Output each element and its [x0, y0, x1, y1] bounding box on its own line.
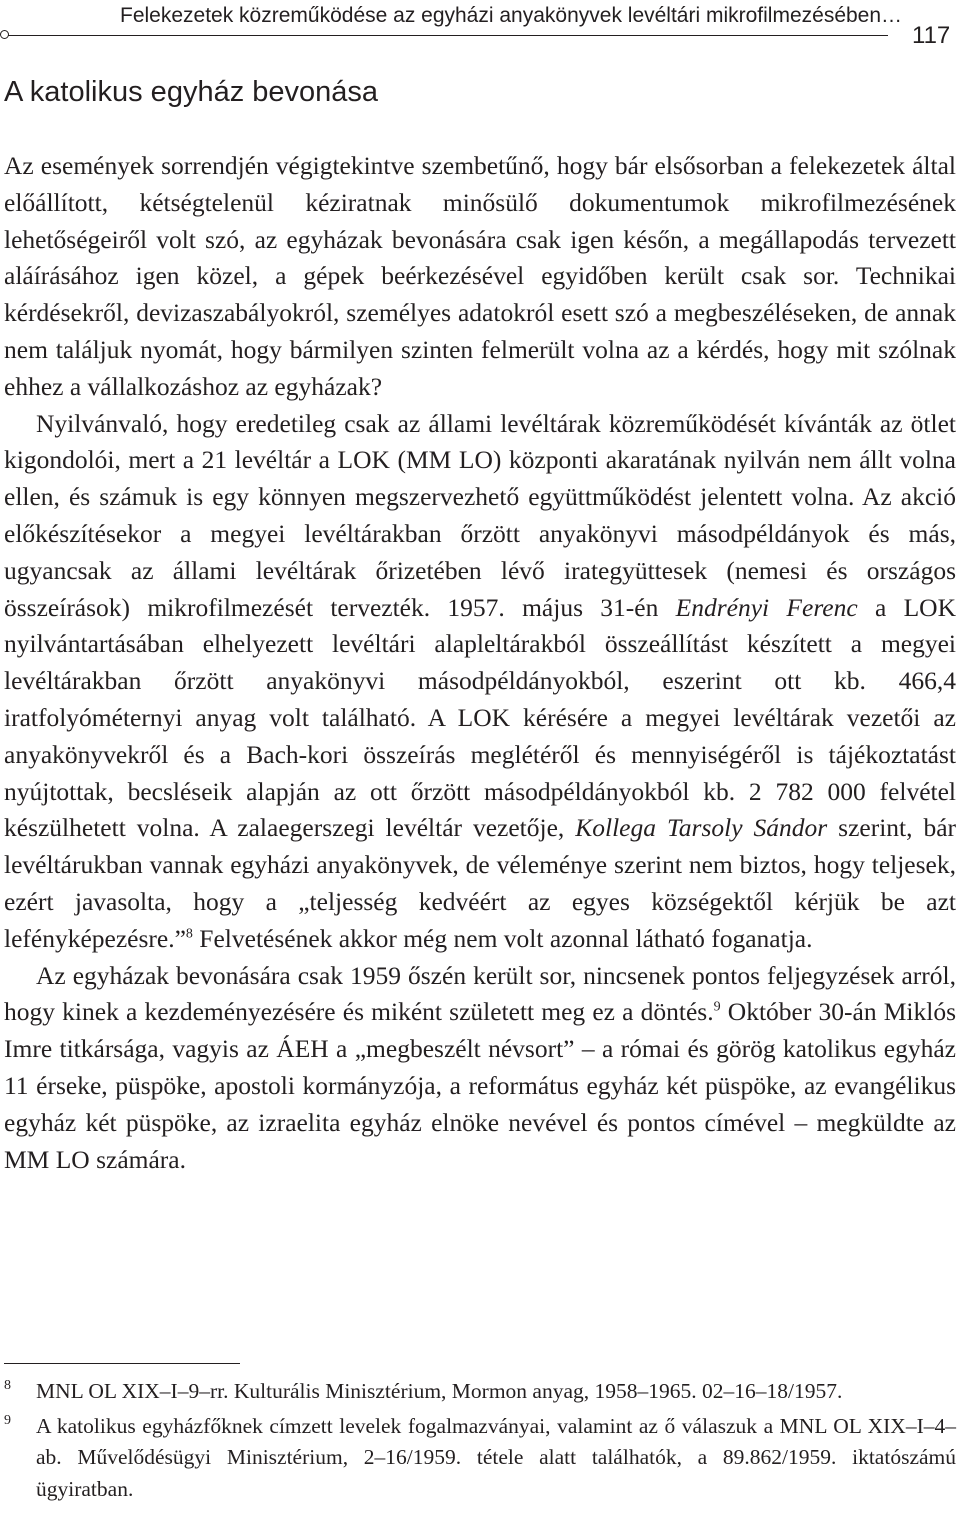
paragraph-2-text-c: szerint, bár levéltárukban vannak egyházi anyakönyvek, de véleménye szerint nem biztos, hogy teljesek, ezért javasolta, hogy a „teljesség kedvéért az egyes községektől kérjük be azt lefényképezésre.” [4, 813, 957, 953]
header-rule [8, 35, 888, 36]
footnote-text: MNL OL XIX–I–9–rr. Kulturális Minisztérium, Mormon anyag, 1958–1965. 02–16–18/1957. [36, 1379, 843, 1403]
paragraph-3 [4, 958, 956, 1179]
footnote-ref-8[interactable]: 8 [185, 926, 193, 942]
footnote-number: 9 [4, 1412, 11, 1428]
footnote-ref-9[interactable]: 9 [713, 999, 721, 1015]
footnotes [4, 1376, 956, 1508]
person-name-endrenyi: Endrényi Ferenc [675, 592, 858, 622]
paragraph-1 [4, 148, 956, 406]
footnote-text: A katolikus egyházfőknek címzett levelek fogalmazványai, valamint az ő válaszuk a MNL OL XIX–I–4–ab. Művelődésügyi Minisztérium, 2–16/1959. tétele alatt találhatók, a 89.862/1959. iktatószámú ügyiratban. [36, 1413, 956, 1501]
paragraph-3-text-a: Az egyházak bevonására csak 1959 őszén került sor, nincsenek pontos feljegyzések arról, hogy kinek a kezdeményezésére és miként született meg ez a döntés. [4, 960, 956, 1027]
footnote-separator [4, 1363, 240, 1364]
section-title: A katolikus egyház bevonása [4, 76, 379, 108]
footnote-8 [4, 1376, 956, 1408]
footnote-9 [4, 1411, 956, 1506]
paragraph-3-text-b: Október 30-án Miklós Imre titkársága, vagyis az ÁEH a „megbeszélt névsort” – a római és görög katolikus egyház 11 érseke, püspöke, apostoli kormányzója, a református egyház két püspöke, az evangélikus egyház két püspöke, az izraelita egyház elnöke nevével és pontos címével – megküldte az MM LO számára. [4, 997, 956, 1174]
person-name-tarsoly: Kollega Tarsoly Sándor [575, 813, 828, 843]
page-number: 117 [912, 22, 951, 49]
running-header-title: Felekezetek közreműködése az egyházi anyakönyvek levéltári mikrofilmezésében… [120, 4, 903, 27]
paragraph-1-text: Az események sorrendjén végigtekintve szembetűnő, hogy bár elsősorban a felekezetek által előállított, kétségtelenül kéziratnak minősülő dokumentumok mikrofilmezésének lehetőségeiről volt szó, az egyházak bevonására csak igen későn, a megállapodás tervezett aláírásához igen közel, a gépek beérkezésével egyidőben került csak sor. Technikai kérdésekről, devizaszabályokról, személyes adatokról esett szó a megbeszéléseken, de annak nem találjuk nyomát, hogy bármilyen szinten felmerült volna az a kérdés, hogy mit szólnak ehhez a vállalkozáshoz az egyházak? [4, 151, 956, 401]
paragraph-2-text-b: a LOK nyilvántartásában elhelyezett levéltári alapleltárakból összeállítást készített a megyei levéltárakban őrzött anyakönyvi másodpéldányokból, eszerint ott kb. 466,4 iratfolyóméternyi anyag volt található. A LOK kérésére a megyei levéltárak vezetői az anyakönyvekről és a Bach-kori összeírás meglétéről és mennyiségéről is tájékoztatást nyújtottak, becsléseik alapján az ott őrzött másodpéldányokból kb. 2 782 000 felvétel készülhetett volna. A zalaegerszegi levéltár vezetője, [4, 592, 956, 843]
body-text [4, 148, 956, 1178]
header-rule-ornament [0, 30, 9, 39]
paragraph-2-text-a: Nyilvánvaló, hogy eredetileg csak az állami levéltárak közreműködését kívánták az ötlet kigondolói, mert a 21 levéltár a LOK (MM LO) központi akaratának nyilván nem állt volna ellen, és számuk is egy könnyen megszervezhető együttműködést jelentett volna. Az akció előkészítésekor a megyei levéltárakban őrzött anyakönyvi másodpéldányok és más, ugyancsak az állami levéltárak őrizetében lévő irategyüttesek (nemesi és országos összeírások) mikrofilmezését tervezték. 1957. május 31-én [4, 408, 956, 622]
paragraph-2-text-d: Felvetésének akkor még nem volt azonnal látható foganatja. [192, 923, 813, 953]
paragraph-2 [4, 406, 956, 958]
footnote-number: 8 [4, 1378, 11, 1393]
